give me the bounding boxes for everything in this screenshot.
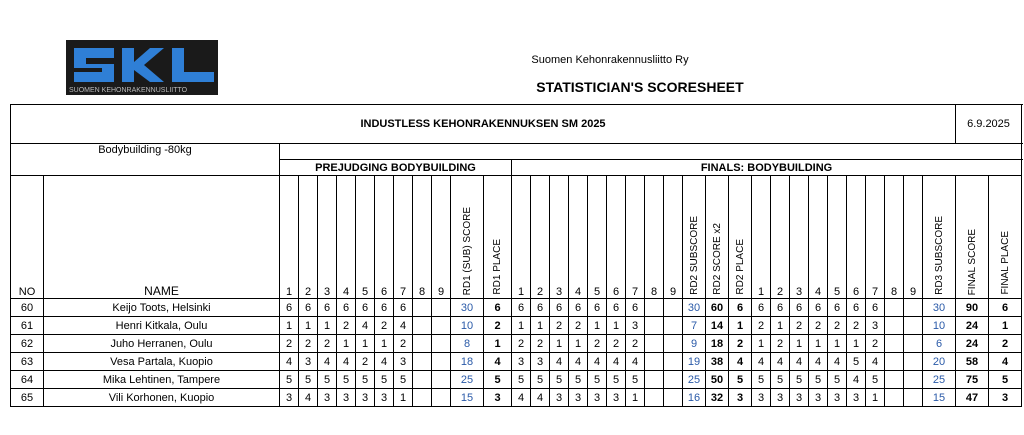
- rd1-judge-score: 6: [318, 299, 337, 317]
- rd2-score-x2: 32: [706, 389, 729, 407]
- rd2-judge-score: 1: [588, 317, 607, 335]
- rd2-subscore: 9: [683, 335, 706, 353]
- rd3-judge-score: 3: [790, 389, 809, 407]
- rd2-judge-score: 4: [607, 353, 626, 371]
- rd2-judge-score: [664, 353, 683, 371]
- rd3-judge-9-header: 9: [904, 176, 923, 299]
- rd3-judge-score: 1: [790, 335, 809, 353]
- rd1-judge-score: [432, 353, 451, 371]
- rd3-judge-score: 4: [847, 371, 866, 389]
- rd2-judge-7-header: 7: [626, 176, 645, 299]
- rd1-judge-score: 1: [375, 335, 394, 353]
- rd2-judge-score: 4: [588, 353, 607, 371]
- header-rd2-score-x2: [706, 176, 729, 299]
- rd1-judge-score: [432, 335, 451, 353]
- rd2-judge-score: 5: [569, 371, 588, 389]
- final-score: 24: [956, 317, 989, 335]
- rd1-judge-score: 4: [280, 353, 299, 371]
- rd1-judge-score: 1: [356, 335, 375, 353]
- rd3-judge-score: 6: [828, 299, 847, 317]
- rd2-judge-score: 2: [569, 317, 588, 335]
- rd2-judge-score: 1: [531, 317, 550, 335]
- rd1-judge-3-header: 3: [318, 176, 337, 299]
- rd3-judge-score: [885, 371, 904, 389]
- header-rd1-sub-score: [451, 176, 484, 299]
- rd3-judge-score: [904, 353, 923, 371]
- rd1-sub-score: 25: [451, 371, 484, 389]
- rd2-judge-9-header: 9: [664, 176, 683, 299]
- rd2-judge-score: [645, 335, 664, 353]
- rd3-judge-score: 1: [809, 335, 828, 353]
- rd3-judge-score: 4: [771, 353, 790, 371]
- final-place: 1: [989, 317, 1022, 335]
- rd1-judge-score: [432, 317, 451, 335]
- rd2-judge-score: 6: [607, 299, 626, 317]
- rd2-judge-score: 2: [512, 335, 531, 353]
- rd1-judge-score: 2: [337, 317, 356, 335]
- header-rd1-place: [484, 176, 512, 299]
- header-rd3-subscore-text: RD3 SUBSCORE: [933, 216, 945, 295]
- rd2-place: 4: [729, 353, 752, 371]
- rd3-subscore: 15: [923, 389, 956, 407]
- rd3-judge-4-header: 4: [809, 176, 828, 299]
- final-place: 4: [989, 353, 1022, 371]
- rd3-judge-score: 2: [866, 335, 885, 353]
- rd3-judge-score: 2: [771, 335, 790, 353]
- header-rd1-place-text: RD1 PLACE: [492, 239, 503, 295]
- rd2-subscore: 16: [683, 389, 706, 407]
- rd1-judge-score: 4: [356, 317, 375, 335]
- table-row: [11, 317, 1022, 335]
- rd1-judge-score: 5: [280, 371, 299, 389]
- rd1-judge-score: 3: [337, 389, 356, 407]
- rd3-judge-score: 4: [866, 353, 885, 371]
- rd1-judge-score: 1: [280, 317, 299, 335]
- competitor-number: 61: [11, 317, 44, 335]
- rd2-judge-score: [664, 389, 683, 407]
- rd2-judge-2-header: 2: [531, 176, 550, 299]
- rd1-judge-score: 1: [337, 335, 356, 353]
- competitor-number: 64: [11, 371, 44, 389]
- rd1-judge-score: 1: [299, 317, 318, 335]
- rd2-judge-6-header: 6: [607, 176, 626, 299]
- rd3-judge-score: 5: [847, 353, 866, 371]
- rd1-judge-score: 3: [299, 353, 318, 371]
- rd3-judge-score: 1: [752, 335, 771, 353]
- competitor-name: Mika Lehtinen, Tampere: [44, 371, 280, 389]
- final-score: 24: [956, 335, 989, 353]
- rd1-judge-score: 2: [375, 317, 394, 335]
- final-score: 90: [956, 299, 989, 317]
- category-label: Bodybuilding -80kg: [11, 144, 280, 176]
- rd2-judge-score: [645, 299, 664, 317]
- rd2-judge-score: 3: [626, 317, 645, 335]
- rd2-judge-score: 3: [550, 389, 569, 407]
- rd1-judge-7-header: 7: [394, 176, 413, 299]
- rd2-judge-score: 1: [550, 335, 569, 353]
- header-rd2-place-text: RD2 PLACE: [734, 239, 746, 295]
- competitor-name: Vesa Partala, Kuopio: [44, 353, 280, 371]
- rd2-judge-score: 5: [512, 371, 531, 389]
- rd1-judge-score: 1: [318, 317, 337, 335]
- rd2-judge-score: 3: [512, 353, 531, 371]
- rd1-judge-score: 3: [280, 389, 299, 407]
- rd1-judge-score: 3: [356, 389, 375, 407]
- rd2-judge-score: [645, 353, 664, 371]
- rd2-judge-score: [664, 299, 683, 317]
- rd1-sub-score: 18: [451, 353, 484, 371]
- rd3-judge-score: 5: [828, 371, 847, 389]
- rd3-judge-score: 3: [752, 389, 771, 407]
- header-final-score: [956, 176, 989, 299]
- rd1-judge-1-header: 1: [280, 176, 299, 299]
- rd1-judge-score: 1: [394, 389, 413, 407]
- rd3-judge-score: 2: [790, 317, 809, 335]
- rd3-judge-score: 2: [847, 317, 866, 335]
- rd3-judge-score: 3: [847, 389, 866, 407]
- rd2-score-x2: 18: [706, 335, 729, 353]
- rd2-judge-score: 4: [626, 353, 645, 371]
- final-score: 58: [956, 353, 989, 371]
- rd3-judge-score: 1: [828, 335, 847, 353]
- rd1-judge-score: [432, 389, 451, 407]
- final-score: 75: [956, 371, 989, 389]
- rd1-sub-score: 8: [451, 335, 484, 353]
- rd1-judge-score: 2: [318, 335, 337, 353]
- rd3-judge-score: 2: [828, 317, 847, 335]
- rd3-judge-score: 4: [828, 353, 847, 371]
- header-rd2-subscore: [683, 176, 706, 299]
- header-rd3-subscore: [923, 176, 956, 299]
- competitor-number: 62: [11, 335, 44, 353]
- scoresheet-table: [10, 104, 1022, 407]
- rd1-judge-score: 3: [318, 389, 337, 407]
- rd1-judge-score: 4: [394, 317, 413, 335]
- rd3-judge-score: 3: [771, 389, 790, 407]
- rd2-judge-score: 3: [607, 389, 626, 407]
- table-row: [11, 389, 1022, 407]
- rd1-judge-score: [413, 389, 432, 407]
- rd3-judge-1-header: 1: [752, 176, 771, 299]
- rd2-judge-score: [645, 371, 664, 389]
- rd1-judge-score: 3: [375, 389, 394, 407]
- rd2-judge-score: [664, 335, 683, 353]
- federation-logo: [66, 40, 218, 95]
- header-rd1-sub-score-text: RD1 (SUB) SCORE: [461, 206, 473, 295]
- rd1-place: 3: [484, 389, 512, 407]
- table-row: [11, 335, 1022, 353]
- rd1-judge-score: 4: [299, 389, 318, 407]
- rd2-judge-1-header: 1: [512, 176, 531, 299]
- rd3-judge-score: [904, 335, 923, 353]
- prejudging-section-title: PREJUDGING BODYBUILDING: [280, 160, 512, 176]
- rd3-judge-score: 4: [752, 353, 771, 371]
- rd3-judge-3-header: 3: [790, 176, 809, 299]
- rd2-judge-score: 6: [626, 299, 645, 317]
- rd2-subscore: 7: [683, 317, 706, 335]
- rd2-judge-score: [645, 317, 664, 335]
- rd1-judge-score: 5: [299, 371, 318, 389]
- rd2-judge-4-header: 4: [569, 176, 588, 299]
- competitor-number: 60: [11, 299, 44, 317]
- rd2-subscore: 25: [683, 371, 706, 389]
- rd3-judge-5-header: 5: [828, 176, 847, 299]
- rd3-subscore: 6: [923, 335, 956, 353]
- rd1-judge-score: [413, 317, 432, 335]
- rd3-judge-score: 3: [828, 389, 847, 407]
- rd3-subscore: 20: [923, 353, 956, 371]
- rd2-judge-score: 1: [626, 389, 645, 407]
- rd2-place: 6: [729, 299, 752, 317]
- competitor-number: 65: [11, 389, 44, 407]
- rd2-judge-score: 5: [550, 371, 569, 389]
- rd1-judge-score: 6: [280, 299, 299, 317]
- rd3-judge-score: 3: [809, 389, 828, 407]
- rd2-judge-8-header: 8: [645, 176, 664, 299]
- rd2-judge-score: 1: [607, 317, 626, 335]
- rd1-judge-9-header: 9: [432, 176, 451, 299]
- rd3-subscore: 30: [923, 299, 956, 317]
- rd3-judge-6-header: 6: [847, 176, 866, 299]
- rd2-judge-score: 6: [550, 299, 569, 317]
- rd1-sub-score: 10: [451, 317, 484, 335]
- rd1-judge-score: [432, 371, 451, 389]
- competitor-name: Henri Kitkala, Oulu: [44, 317, 280, 335]
- organization-name: Suomen Kehonrakennusliitto Ry: [531, 54, 689, 66]
- rd1-judge-score: [413, 335, 432, 353]
- rd2-score-x2: 60: [706, 299, 729, 317]
- rd3-judge-score: 5: [809, 371, 828, 389]
- rd2-judge-score: 6: [512, 299, 531, 317]
- rd3-judge-score: 6: [790, 299, 809, 317]
- rd2-judge-score: 4: [550, 353, 569, 371]
- blank-header-band: [280, 144, 1022, 160]
- rd3-subscore: 10: [923, 317, 956, 335]
- rd1-judge-score: 5: [337, 371, 356, 389]
- rd3-judge-7-header: 7: [866, 176, 885, 299]
- rd1-judge-score: [413, 371, 432, 389]
- rd1-judge-score: 5: [394, 371, 413, 389]
- rd3-judge-score: 5: [771, 371, 790, 389]
- rd3-judge-score: [904, 389, 923, 407]
- header-final-place-text: FINAL PLACE: [999, 231, 1011, 295]
- rd2-judge-score: [645, 389, 664, 407]
- rd1-judge-score: 2: [299, 335, 318, 353]
- rd2-place: 1: [729, 317, 752, 335]
- rd1-place: 6: [484, 299, 512, 317]
- rd2-judge-score: 5: [607, 371, 626, 389]
- rd2-judge-score: 2: [531, 335, 550, 353]
- rd1-judge-score: 2: [356, 353, 375, 371]
- rd3-judge-score: 1: [771, 317, 790, 335]
- rd1-judge-score: [413, 353, 432, 371]
- rd2-judge-score: 6: [588, 299, 607, 317]
- rd1-place: 5: [484, 371, 512, 389]
- final-place: 2: [989, 335, 1022, 353]
- rd3-judge-score: [885, 317, 904, 335]
- finals-section-title: FINALS: BODYBUILDING: [512, 160, 1022, 176]
- rd3-judge-score: [885, 389, 904, 407]
- competitor-number: 63: [11, 353, 44, 371]
- rd1-judge-score: 5: [318, 371, 337, 389]
- rd2-judge-score: 3: [569, 389, 588, 407]
- rd2-judge-3-header: 3: [550, 176, 569, 299]
- rd3-judge-score: 3: [866, 317, 885, 335]
- rd2-judge-score: 5: [588, 371, 607, 389]
- rd2-judge-score: 4: [569, 353, 588, 371]
- rd3-judge-score: 5: [790, 371, 809, 389]
- rd2-judge-score: 2: [607, 335, 626, 353]
- final-place: 5: [989, 371, 1022, 389]
- rd1-judge-score: 4: [375, 353, 394, 371]
- header-rd2-place: [729, 176, 752, 299]
- rd1-place: 2: [484, 317, 512, 335]
- rd2-subscore: 30: [683, 299, 706, 317]
- table-row: [11, 371, 1022, 389]
- rd3-judge-score: [904, 299, 923, 317]
- rd3-judge-score: 2: [809, 317, 828, 335]
- rd1-judge-score: 6: [299, 299, 318, 317]
- rd1-judge-score: 2: [394, 335, 413, 353]
- rd1-judge-score: 6: [356, 299, 375, 317]
- rd1-judge-score: 6: [337, 299, 356, 317]
- rd3-judge-2-header: 2: [771, 176, 790, 299]
- rd1-judge-score: 2: [280, 335, 299, 353]
- rd3-subscore: 25: [923, 371, 956, 389]
- header-final-place: [989, 176, 1022, 299]
- rd2-judge-score: 2: [550, 317, 569, 335]
- rd3-judge-8-header: 8: [885, 176, 904, 299]
- rd1-judge-6-header: 6: [375, 176, 394, 299]
- rd2-place: 3: [729, 389, 752, 407]
- final-place: 6: [989, 299, 1022, 317]
- rd1-judge-5-header: 5: [356, 176, 375, 299]
- rd1-judge-score: 3: [394, 353, 413, 371]
- rd1-sub-score: 15: [451, 389, 484, 407]
- rd3-judge-score: [885, 353, 904, 371]
- rd2-judge-score: 5: [531, 371, 550, 389]
- sheet-title: STATISTICIAN'S SCORESHEET: [536, 79, 744, 95]
- rd1-place: 1: [484, 335, 512, 353]
- rd3-judge-score: 5: [866, 371, 885, 389]
- rd2-judge-score: 3: [588, 389, 607, 407]
- rd1-judge-score: 6: [394, 299, 413, 317]
- rd3-judge-score: 4: [790, 353, 809, 371]
- rd2-judge-score: 6: [569, 299, 588, 317]
- rd2-judge-score: 1: [569, 335, 588, 353]
- rd2-judge-score: 3: [531, 353, 550, 371]
- event-name: INDUSTLESS KEHONRAKENNUKSEN SM 2025: [11, 105, 956, 144]
- final-place: 3: [989, 389, 1022, 407]
- rd1-judge-score: 4: [337, 353, 356, 371]
- rd1-judge-score: [432, 299, 451, 317]
- rd1-judge-score: [413, 299, 432, 317]
- rd3-judge-score: 4: [809, 353, 828, 371]
- table-row: [11, 299, 1022, 317]
- rd3-judge-score: 6: [847, 299, 866, 317]
- rd3-judge-score: 1: [866, 389, 885, 407]
- rd3-judge-score: [904, 371, 923, 389]
- rd2-score-x2: 14: [706, 317, 729, 335]
- rd2-judge-score: 2: [588, 335, 607, 353]
- rd2-judge-score: 1: [512, 317, 531, 335]
- rd2-judge-score: [664, 317, 683, 335]
- rd2-judge-score: 5: [626, 371, 645, 389]
- rd2-judge-score: 4: [512, 389, 531, 407]
- rd2-judge-score: 6: [531, 299, 550, 317]
- table-row: [11, 353, 1022, 371]
- rd2-place: 2: [729, 335, 752, 353]
- final-score: 47: [956, 389, 989, 407]
- rd1-judge-score: 5: [356, 371, 375, 389]
- rd1-judge-4-header: 4: [337, 176, 356, 299]
- competitor-name: Keijo Toots, Helsinki: [44, 299, 280, 317]
- rd1-judge-score: 5: [375, 371, 394, 389]
- rd1-judge-2-header: 2: [299, 176, 318, 299]
- header-rd2-subscore-text: RD2 SUBSCORE: [688, 216, 700, 295]
- header-no: NO: [11, 176, 44, 299]
- rd3-judge-score: 2: [752, 317, 771, 335]
- rd1-judge-score: 6: [375, 299, 394, 317]
- rd3-judge-score: 6: [771, 299, 790, 317]
- rd3-judge-score: 6: [752, 299, 771, 317]
- rd3-judge-score: 6: [809, 299, 828, 317]
- header-final-score-text: FINAL SCORE: [966, 228, 978, 295]
- header-name: NAME: [44, 176, 280, 299]
- rd1-judge-8-header: 8: [413, 176, 432, 299]
- rd3-judge-score: 5: [752, 371, 771, 389]
- rd3-judge-score: [885, 299, 904, 317]
- rd2-judge-5-header: 5: [588, 176, 607, 299]
- rd2-judge-score: 2: [626, 335, 645, 353]
- rd3-judge-score: 6: [866, 299, 885, 317]
- competitor-name: Vili Korhonen, Kuopio: [44, 389, 280, 407]
- rd2-judge-score: 4: [531, 389, 550, 407]
- rd2-score-x2: 50: [706, 371, 729, 389]
- rd2-subscore: 19: [683, 353, 706, 371]
- rd3-judge-score: [904, 317, 923, 335]
- rd1-judge-score: 4: [318, 353, 337, 371]
- rd2-judge-score: [664, 371, 683, 389]
- rd1-place: 4: [484, 353, 512, 371]
- rd2-place: 5: [729, 371, 752, 389]
- event-date: 6.9.2025: [956, 105, 1022, 144]
- logo-subtitle: SUOMEN KEHONRAKENNUSLIITTO: [69, 87, 188, 94]
- rd2-score-x2: 38: [706, 353, 729, 371]
- rd3-judge-score: 1: [847, 335, 866, 353]
- rd1-sub-score: 30: [451, 299, 484, 317]
- competitor-name: Juho Herranen, Oulu: [44, 335, 280, 353]
- header-rd2-score-x2-text: RD2 SCORE x2: [711, 223, 723, 295]
- rd3-judge-score: [885, 335, 904, 353]
